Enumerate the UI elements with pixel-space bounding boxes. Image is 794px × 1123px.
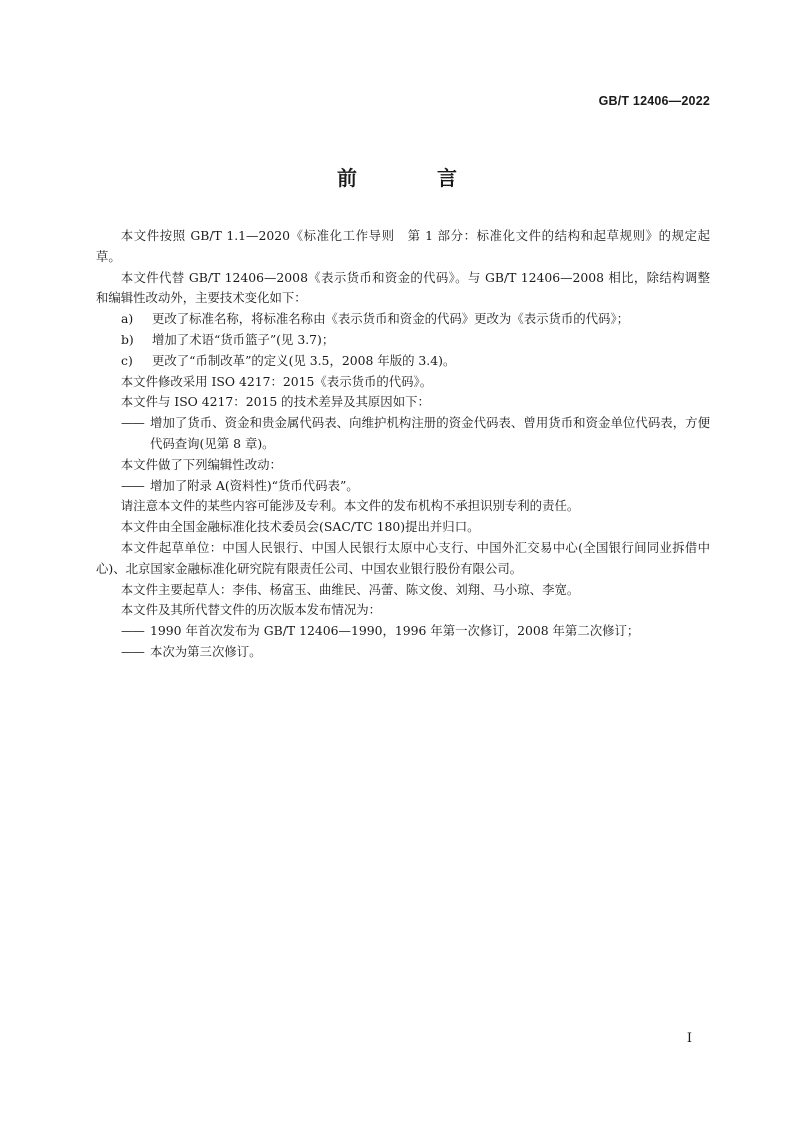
dash-item-text: 增加了附录 A(资料性)“货币代码表”。	[150, 477, 359, 493]
paragraph: 本文件按照 GB/T 1.1—2020《标准化工作导则 第 1 部分：标准化文件的结构和起草规则》的规定起草。	[96, 228, 710, 264]
dash-item	[96, 642, 710, 663]
dash-marker: ——	[121, 623, 144, 639]
paragraph: 请注意本文件的某些内容可能涉及专利。本文件的发布机构不承担识别专利的责任。	[120, 498, 580, 514]
dash-marker: ——	[121, 415, 144, 431]
dash-item-text: 1990 年首次发布为 GB/T 12406—1990，1996 年第一次修订，2008 年第二次修订；	[150, 623, 640, 639]
dash-marker: ——	[121, 477, 144, 493]
paragraph: 本文件主要起草人：李伟、杨富玉、曲维民、冯蕾、陈文俊、刘翔、马小琼、李宽。	[120, 581, 580, 597]
dash-item	[96, 413, 710, 455]
page-number: I	[686, 1031, 692, 1046]
list-marker: a)	[121, 311, 134, 327]
paragraph: 本文件由全国金融标准化技术委员会(SAC/TC 180)提出并归口。	[120, 519, 480, 535]
dash-item-text: 增加了货币、资金和贵金属代码表、向维护机构注册的资金代码表、曾用货币和资金单位代码表，方便代码查询(见第 8 章)。	[150, 415, 710, 451]
paragraph: 本文件做了下列编辑性改动：	[120, 456, 282, 472]
foreword-body	[96, 226, 710, 663]
list-item	[96, 309, 710, 330]
list-marker: c)	[121, 352, 133, 368]
list-item-text: 增加了术语“货币篮子”(见 3.7)；	[152, 331, 335, 347]
dash-item	[96, 621, 710, 642]
list-item-text: 更改了“币制改革”的定义(见 3.5，2008 年版的 3.4)。	[152, 352, 456, 368]
page-title: 前 言	[337, 166, 487, 190]
paragraph: 本文件修改采用 ISO 4217：2015《表示货币的代码》。	[120, 373, 433, 389]
list-item	[96, 330, 710, 351]
dash-marker: ——	[121, 643, 144, 659]
paragraph: 本文件起草单位：中国人民银行、中国人民银行太原中心支行、中国外汇交易中心(全国银行间同业拆借中心)、北京国家金融标准化研究院有限责任公司、中国农业银行股份有限公司。	[96, 539, 710, 576]
document-code: GB/T 12406—2022	[598, 94, 710, 108]
list-item	[96, 351, 710, 372]
list-marker: b)	[121, 331, 134, 347]
list-item-text: 更改了标准名称，将标准名称由《表示货币和资金的代码》更改为《表示货币的代码》；	[152, 311, 630, 327]
dash-item-text: 本次为第三次修订。	[150, 643, 262, 659]
paragraph: 本文件及其所代替文件的历次版本发布情况为：	[120, 602, 381, 618]
dash-item	[96, 476, 710, 497]
paragraph: 本文件代替 GB/T 12406—2008《表示货币和资金的代码》。与 GB/T 12406—2008 相比，除结构调整和编辑性改动外，主要技术变化如下：	[96, 269, 710, 306]
paragraph: 本文件与 ISO 4217：2015 的技术差异及其原因如下：	[120, 394, 430, 410]
